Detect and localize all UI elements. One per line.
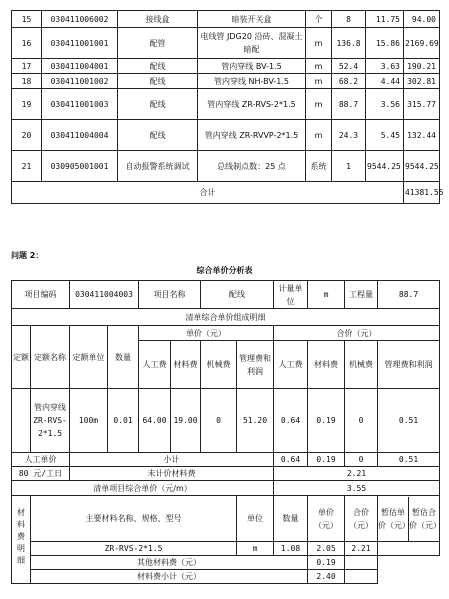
table-row [12, 74, 440, 89]
material-subtotal-est-empty [345, 570, 378, 584]
row-name: 配线 [118, 89, 198, 120]
project-name-label: 项目名称 [139, 281, 201, 309]
subtotal-label: 小计 [70, 453, 274, 467]
row-code: 030411004004 [42, 120, 118, 151]
row-material: 19.00 [171, 389, 201, 453]
table-row [12, 89, 440, 120]
material-row [12, 542, 440, 556]
sum-row [12, 182, 440, 204]
unit-label: 计量单位 [274, 281, 308, 309]
material-est-price-header: 暂估单价（元） [378, 497, 409, 541]
table-row [12, 151, 440, 182]
row-name: 接线盒 [118, 11, 198, 28]
material-unit-header: 单位 [237, 496, 274, 542]
material-price-header: 单价（元） [308, 496, 345, 542]
table-row [12, 120, 440, 151]
table-row [12, 28, 440, 59]
other-material: 0.19 [308, 556, 345, 570]
labor-unit-price-label: 人工单价 [12, 453, 70, 467]
row-name: 配线 [118, 59, 198, 74]
project-code-label: 项目编码 [12, 281, 70, 309]
header-mgmt: 管理费和利润 [237, 341, 274, 389]
project-name: 配线 [201, 281, 274, 309]
header-quota-name: 定额名称 [31, 326, 70, 389]
subtotal-material: 0.19 [308, 453, 345, 467]
row-price: 5.45 [366, 120, 404, 151]
row-machine: 0 [201, 389, 237, 453]
row-total: 9544.25 [404, 151, 440, 182]
material-side-text: 材料费明细 [16, 507, 26, 568]
detail-header: 清单综合单价组成明细 [12, 309, 440, 326]
row-feature: 管内穿线 ZR-RVS-2*1.5 [198, 89, 306, 120]
row-feature: 暗装开关盒 [198, 11, 306, 28]
material-side-label [12, 496, 31, 584]
row-no: 21 [12, 151, 42, 182]
row-price: 9544.25 [366, 151, 404, 182]
unpriced-material: 2.21 [274, 467, 440, 481]
header-quota-unit: 定额单位 [70, 326, 108, 389]
row-code: 030905001001 [42, 151, 118, 182]
project-code: 030411004003 [70, 281, 139, 309]
material-est-empty [378, 542, 440, 556]
row-unit: 系统 [306, 151, 332, 182]
row-name: 配线 [118, 120, 198, 151]
row-feature: 管内穿线 BV-1.5 [198, 59, 306, 74]
row-qty: 88.7 [332, 89, 366, 120]
row-feature: 管内穿线 ZR-RVVP-2*1.5 [198, 120, 306, 151]
row-unit: m [306, 74, 332, 89]
row-no: 20 [12, 120, 42, 151]
row-total: 315.77 [404, 89, 440, 120]
row-code: 030411001003 [42, 89, 118, 120]
header-labor: 人工费 [139, 341, 171, 389]
row-feature: 总线制点数：25 点 [198, 151, 306, 182]
row-qty: 1 [332, 151, 366, 182]
row-price: 15.86 [366, 28, 404, 59]
composite-price-label: 清单项目综合单价（元/m） [12, 481, 274, 496]
project-info-row [12, 281, 440, 309]
row-code: 030411004001 [42, 59, 118, 74]
header-machine: 机械费 [201, 341, 237, 389]
subtotal-labor: 0.64 [274, 453, 308, 467]
header-mgmt-total: 管理费和利润 [378, 341, 440, 389]
row-unit: m [306, 59, 332, 74]
row-no: 17 [12, 59, 42, 74]
composite-price: 3.55 [274, 481, 440, 496]
sum-value: 41381.55 [404, 182, 440, 204]
unpriced-material-label: 未计价材料费 [70, 467, 274, 481]
unit-price-analysis-table [11, 280, 440, 584]
row-total: 190.21 [404, 59, 440, 74]
row-quota-name: 管内穿线 ZR-RVS-2*1.5 [31, 389, 70, 453]
row-no: 15 [12, 11, 42, 28]
header-material-total: 材料费 [308, 341, 345, 389]
header-count: 数量 [108, 326, 139, 389]
row-code: 030411001002 [42, 74, 118, 89]
row-name: 自动报警系统调试 [118, 151, 198, 182]
row-feature: 管内穿线 NH-BV-1.5 [198, 74, 306, 89]
header-labor-total: 人工费 [274, 341, 308, 389]
labor-unit-price: 80 元/工日 [12, 467, 70, 481]
row-code: 030411001001 [42, 28, 118, 59]
subtotal-machine: 0 [345, 453, 378, 467]
row-unit: m [306, 89, 332, 120]
row-quota-no [12, 389, 31, 453]
row-code: 030411006002 [42, 11, 118, 28]
row-total: 302.81 [404, 74, 440, 89]
bill-of-quantities-table [11, 10, 444, 204]
header-machine-total: 机械费 [345, 341, 378, 389]
unit-value: m [308, 281, 345, 309]
row-name: 配线 [118, 74, 198, 89]
row-quota-unit: 100m [70, 389, 108, 453]
header-unit-price: 单价（元） [139, 326, 274, 341]
material-est-total-header: 暂估合价（元） [409, 507, 442, 530]
material-name: ZR-RVS-2*1.5 [31, 542, 237, 556]
material-est-header [378, 496, 440, 542]
row-mgmt: 51.20 [237, 389, 274, 453]
row-qty: 24.3 [332, 120, 366, 151]
row-no: 18 [12, 74, 42, 89]
row-no: 16 [12, 28, 42, 59]
row-count: 0.01 [108, 389, 139, 453]
table-row [12, 11, 440, 28]
row-total: 132.44 [404, 120, 440, 151]
row-total: 2169.69 [404, 28, 440, 59]
analysis-table-title: 综合单价分析表 [196, 266, 253, 275]
table-row [12, 59, 440, 74]
row-qty: 136.8 [332, 28, 366, 59]
material-qty: 1.08 [274, 542, 308, 556]
row-price: 4.44 [366, 74, 404, 89]
row-mgmt-total: 0.51 [378, 389, 440, 453]
header-material: 材料费 [171, 341, 201, 389]
row-price: 3.56 [366, 89, 404, 120]
material-subtotal-label: 材料费小计（元） [31, 570, 308, 584]
other-material-est-empty [345, 556, 378, 570]
material-name-header: 主要材料名称、规格、型号 [31, 496, 237, 542]
row-unit: m [306, 28, 332, 59]
row-unit: m [306, 120, 332, 151]
question-label: 问题 2： [11, 251, 44, 260]
material-subtotal: 2.40 [308, 570, 345, 584]
row-machine-total: 0 [345, 389, 378, 453]
row-price: 3.63 [366, 59, 404, 74]
material-price: 2.05 [308, 542, 345, 556]
header-quota-no: 定额 [12, 326, 31, 389]
row-labor-total: 0.64 [274, 389, 308, 453]
row-no: 19 [12, 89, 42, 120]
quantity-value: 88.7 [378, 281, 440, 309]
row-qty: 8 [332, 11, 366, 28]
row-feature: 电线管 JDG20 沿砖、混凝土暗配 [198, 28, 306, 59]
row-unit: 个 [306, 11, 332, 28]
header-total-price: 合价（元） [274, 326, 440, 341]
material-unit: m [237, 542, 274, 556]
row-total: 94.00 [404, 11, 440, 28]
sum-label: 合计 [12, 182, 404, 204]
row-price: 11.75 [366, 11, 404, 28]
row-qty: 68.2 [332, 74, 366, 89]
quota-detail-row [12, 389, 440, 453]
row-qty: 52.4 [332, 59, 366, 74]
row-name: 配管 [118, 28, 198, 59]
material-total-header: 合价（元） [345, 496, 378, 542]
material-qty-header: 数量 [274, 496, 308, 542]
row-labor: 64.00 [139, 389, 171, 453]
material-total: 2.21 [345, 542, 378, 556]
other-material-label: 其他材料费（元） [31, 556, 308, 570]
subtotal-mgmt: 0.51 [378, 453, 440, 467]
quantity-label: 工程量 [345, 281, 378, 309]
row-material-total: 0.19 [308, 389, 345, 453]
